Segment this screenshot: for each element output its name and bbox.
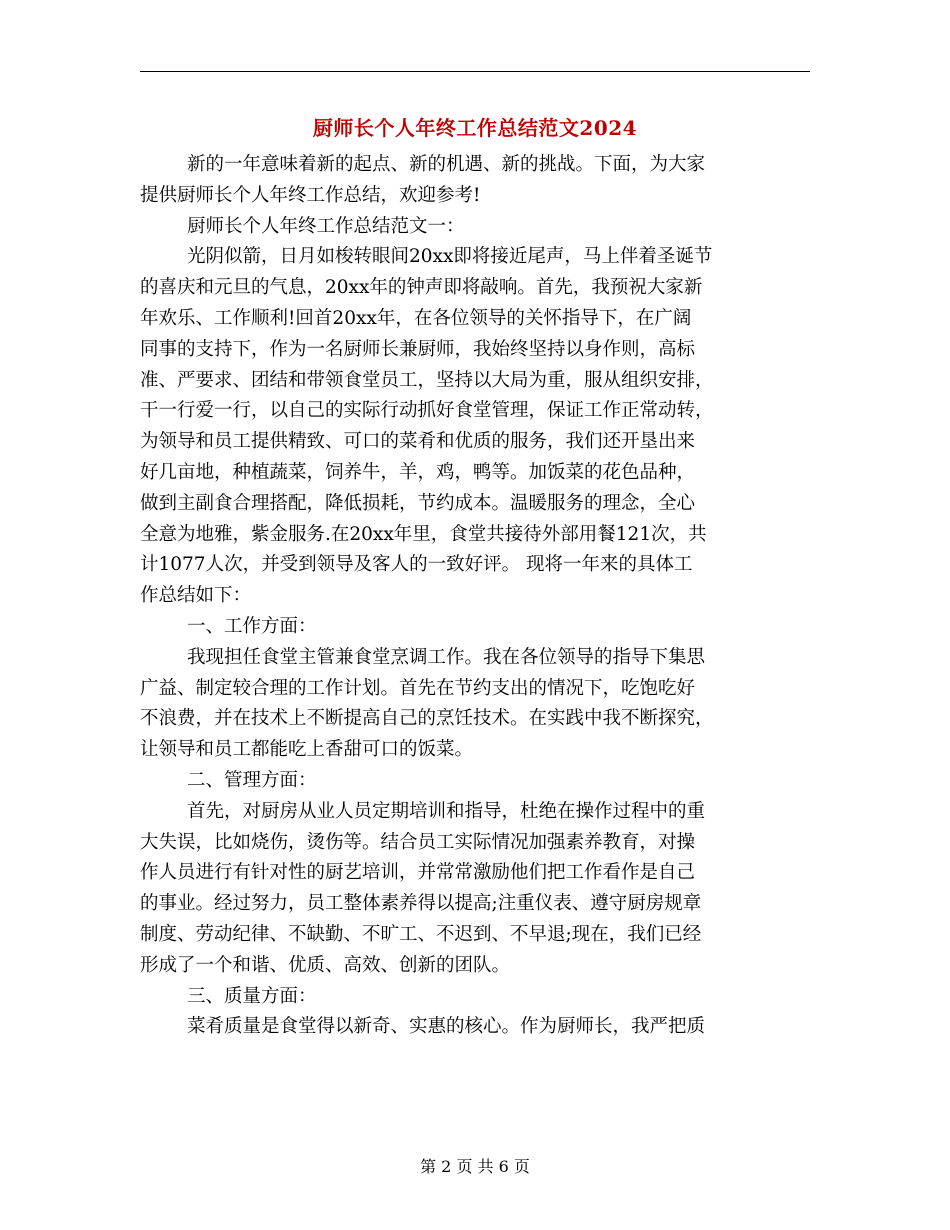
body-line: 提供厨师长个人年终工作总结，欢迎参考! xyxy=(140,184,481,206)
body-line: 形成了一个和谐、优质、高效、创新的团队。 xyxy=(140,954,511,976)
body-line: 厨师长个人年终工作总结范文一： xyxy=(187,215,465,237)
body-line: 好几亩地，种植蔬菜，饲养牛，羊，鸡，鸭等。加饭菜的花色品种， xyxy=(140,461,696,483)
body-line: 作总结如下： xyxy=(140,585,252,607)
body-line: 首先，对厨房从业人员定期培训和指导，杜绝在操作过程中的重 xyxy=(187,800,706,822)
body-line: 计1077人次，并受到领导及客人的一致好评。 现将一年来的具体工 xyxy=(140,554,693,576)
body-line: 不浪费，并在技术上不断提高自己的烹饪技术。在实践中我不断探究， xyxy=(140,708,714,730)
body-line: 二、管理方面： xyxy=(187,769,317,791)
body-line: 我现担任食堂主管兼食堂烹调工作。我在各位领导的指导下集思 xyxy=(187,646,706,668)
body-line: 制度、劳动纪律、不缺勤、不旷工、不迟到、不早退;现在，我们已经 xyxy=(140,923,702,945)
body-line: 作人员进行有针对性的厨艺培训，并常常激励他们把工作看作是自己 xyxy=(140,862,696,884)
page-footer: 第 2 页 共 6 页 xyxy=(420,1157,530,1176)
body-line: 全意为地雅，紫金服务.在20xx年里，食堂共接待外部用餐121次，共 xyxy=(140,523,707,545)
body-line: 光阴似箭，日月如梭转眼间20xx即将接近尾声，马上伴着圣诞节 xyxy=(187,246,713,268)
body-line: 一、工作方面： xyxy=(187,615,317,637)
body-line: 的事业。经过努力，员工整体素养得以提高;注重仪表、遵守厨房规章 xyxy=(140,893,702,915)
document-title: 厨师长个人年终工作总结范文2024 xyxy=(312,116,638,140)
body-line: 做到主副食合理搭配，降低损耗，节约成本。温暖服务的理念，全心 xyxy=(140,492,696,514)
header-rule xyxy=(140,71,810,72)
body-line: 菜肴质量是食堂得以新奇、实惠的核心。作为厨师长，我严把质 xyxy=(187,1016,706,1038)
body-line: 干一行爱一行，以自己的实际行动抓好食堂管理，保证工作正常动转， xyxy=(140,400,714,422)
body-line: 让领导和员工都能吃上香甜可口的饭菜。 xyxy=(140,739,474,761)
body-line: 大失误，比如烧伤，烫伤等。结合员工实际情况加强素养教育，对操 xyxy=(140,831,696,853)
body-line: 同事的支持下，作为一名厨师长兼厨师，我始终坚持以身作则，高标 xyxy=(140,338,696,360)
body-line: 新的一年意味着新的起点、新的机遇、新的挑战。下面，为大家 xyxy=(187,154,706,175)
body-line: 为领导和员工提供精致、可口的菜肴和优质的服务，我们还开垦出来 xyxy=(140,431,696,453)
body-line: 的喜庆和元旦的气息，20xx年的钟声即将敲响。首先，我预祝大家新 xyxy=(140,277,703,299)
body-line: 年欢乐、工作顺利!回首20xx年，在各位领导的关怀指导下，在广阔 xyxy=(140,307,692,329)
body-line: 准、严要求、团结和带领食堂员工，坚持以大局为重，服从组织安排， xyxy=(140,369,714,391)
body-line: 三、质量方面： xyxy=(187,985,317,1007)
document-body xyxy=(140,150,810,1043)
body-line: 广益、制定较合理的工作计划。首先在节约支出的情况下，吃饱吃好 xyxy=(140,677,696,699)
